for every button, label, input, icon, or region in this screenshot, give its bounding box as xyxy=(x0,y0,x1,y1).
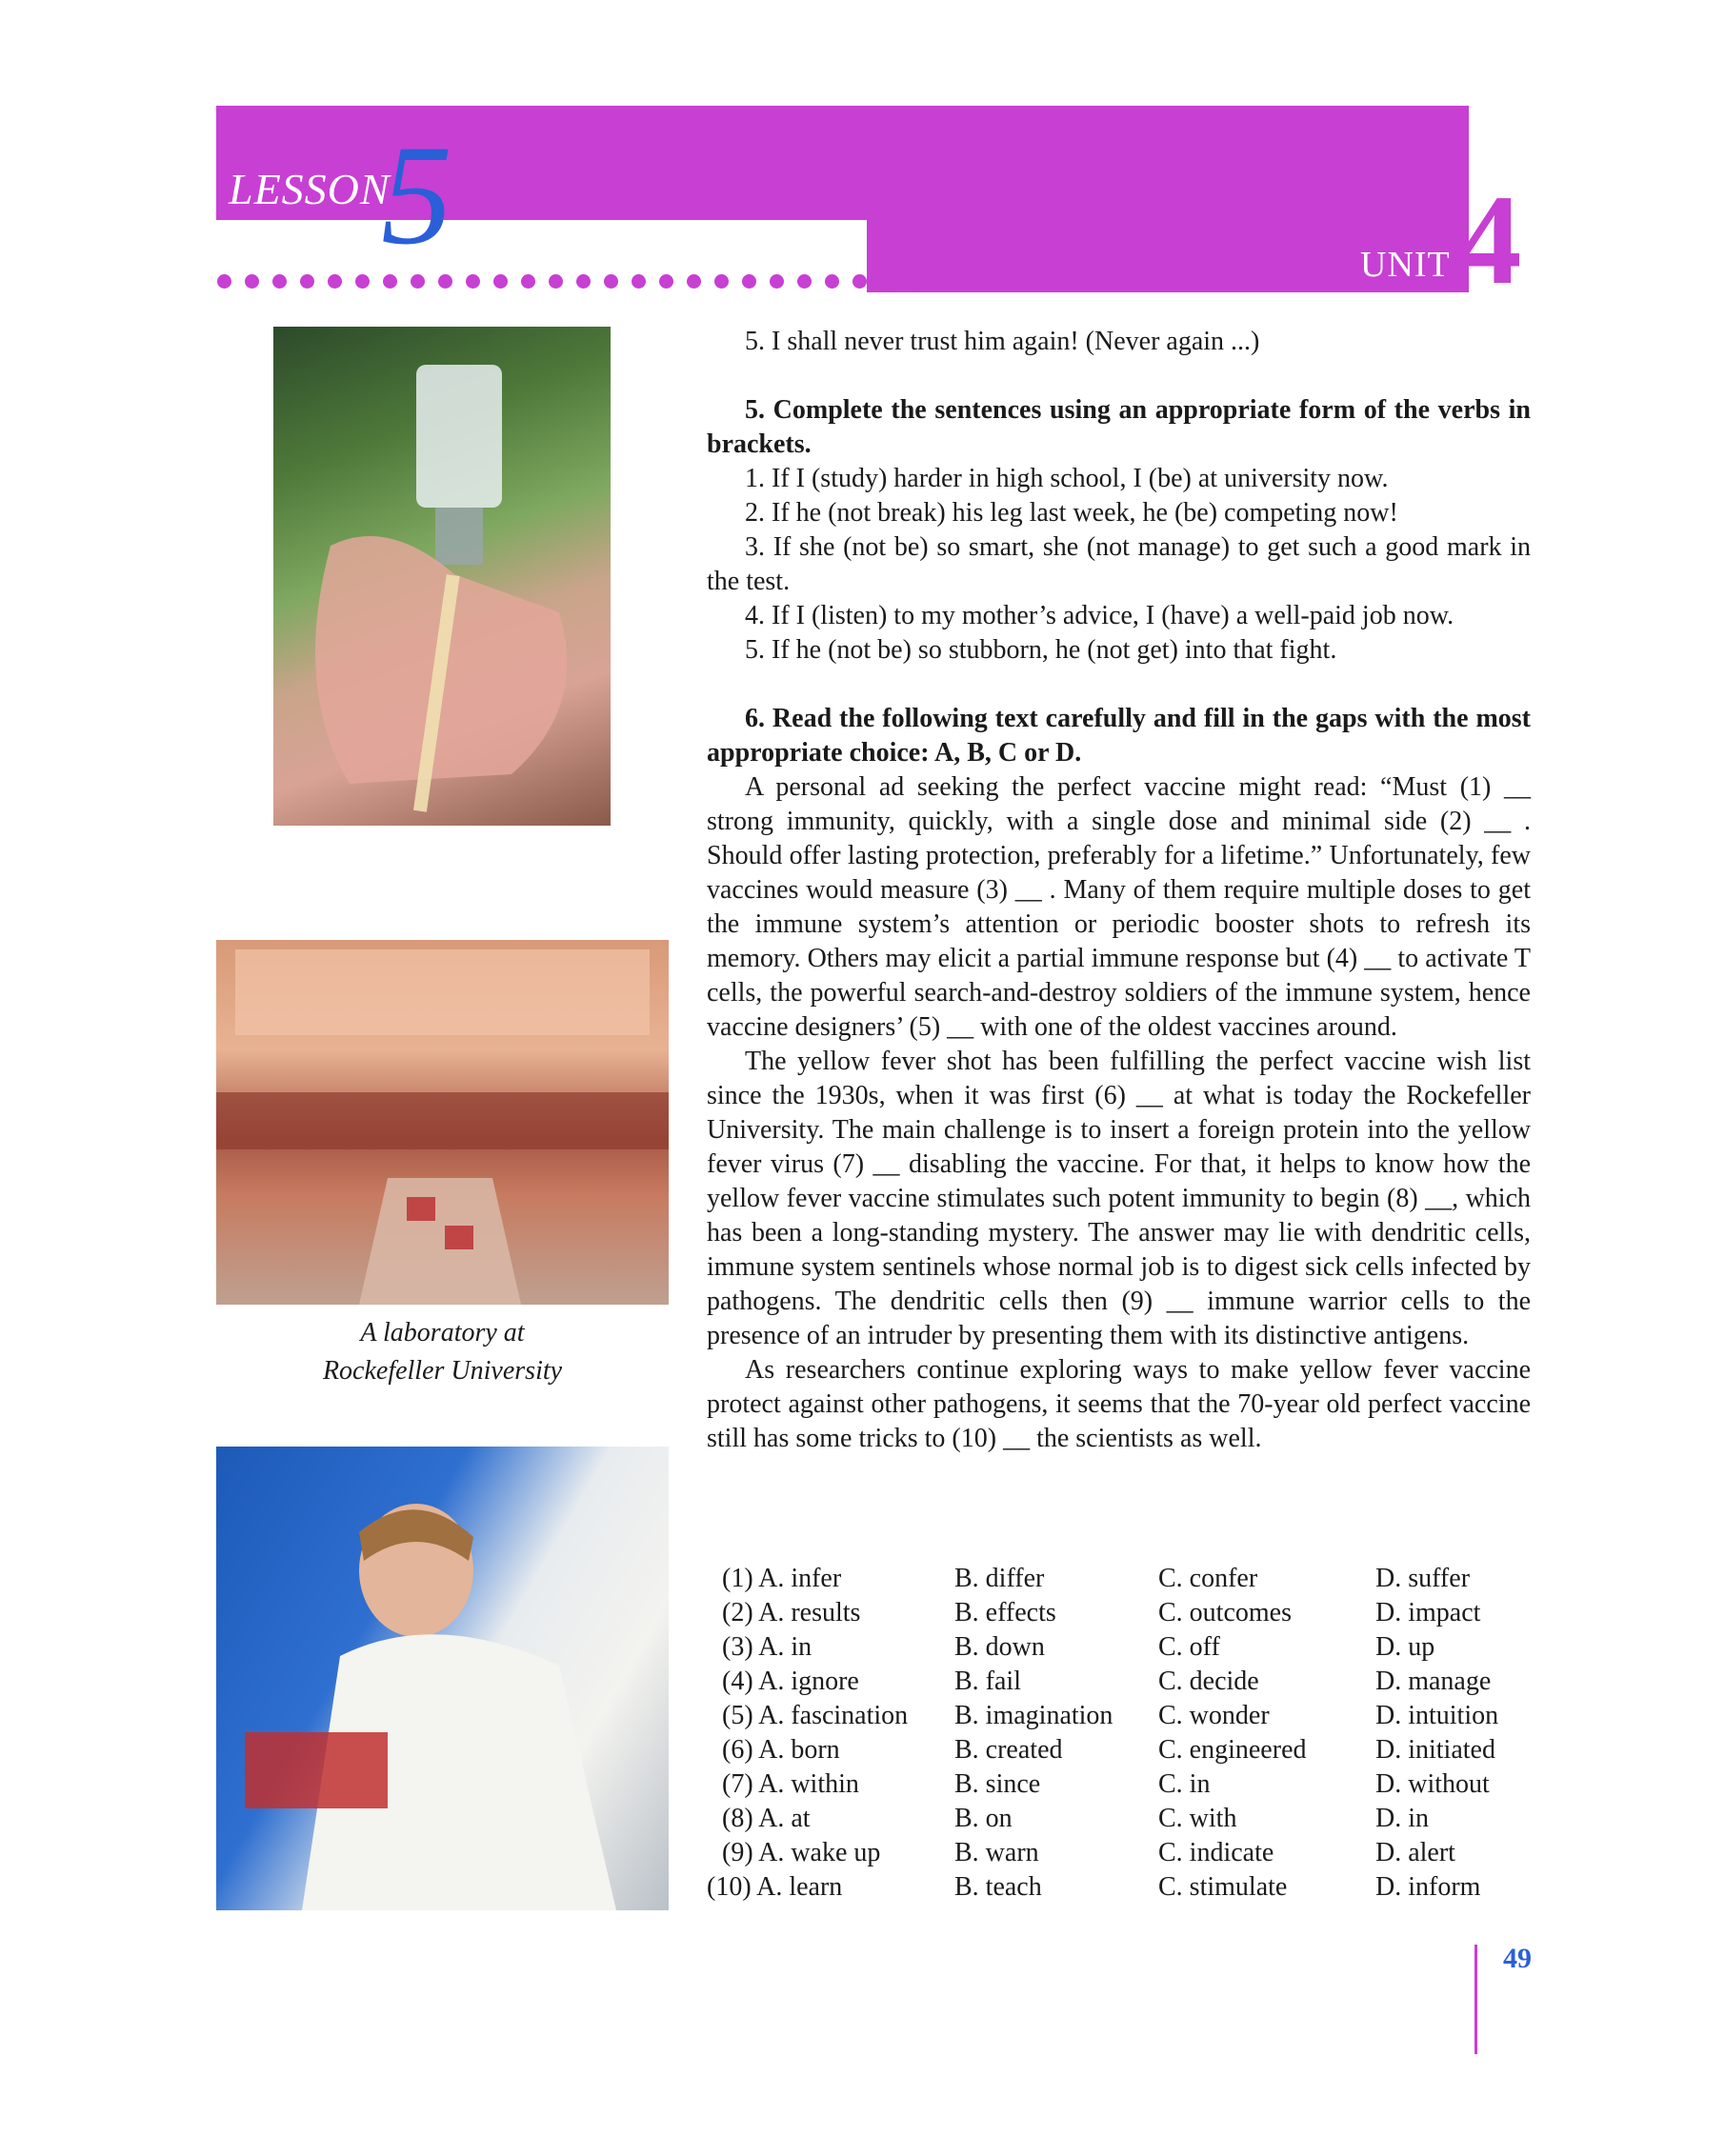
option-row xyxy=(707,1870,1528,1905)
option-c: C. outcomes xyxy=(1158,1598,1292,1627)
option-b: B. differ xyxy=(954,1564,1045,1593)
page-number: 49 xyxy=(1503,1943,1532,1974)
exercise4-last-item: 5. I shall never trust him again! (Never again ...) xyxy=(745,327,1260,356)
lesson-label: LESSON xyxy=(229,165,391,213)
option-row xyxy=(707,1836,1528,1870)
option-a: (10) A. learn xyxy=(707,1872,843,1902)
option-d: D. without xyxy=(1375,1769,1490,1799)
option-a: (2) A. results xyxy=(722,1598,861,1627)
answer-options xyxy=(707,1562,1528,1905)
passage-paragraph: A personal ad seeking the perfect vaccine might read: “Must (1) __ strong immunity, quickly, with a single dose and minimal side (2) __ . Should offer lasting protection, preferably for a lifetime.” Unfortunately, few vaccines would measure (3) __ . Many of them require multiple doses to get the immune system’s attention or periodic booster shots to refresh its memory. Others may elicit a partial immune response but (4) __ to activate T cells, the powerful search-and-destroy soldiers of the immune system, hence vaccine designers’ (5) __ with one of the oldest vaccines around. xyxy=(707,772,1531,1042)
option-b: B. warn xyxy=(954,1838,1039,1867)
list-item: 1. If I (study) harder in high school, I (be) at university now. xyxy=(745,464,1389,493)
option-d: D. in xyxy=(1375,1804,1429,1833)
passage-paragraph: As researchers continue exploring ways to make yellow fever vaccine protect against other pathogens, it seems that the 70-year old perfect vaccine still has some tricks to (10) __ the scientists as well. xyxy=(707,1355,1531,1453)
option-d: D. manage xyxy=(1375,1667,1492,1696)
option-a: (6) A. born xyxy=(722,1735,840,1765)
option-d: D. alert xyxy=(1375,1838,1455,1867)
option-b: B. down xyxy=(954,1632,1045,1662)
option-a: (1) A. infer xyxy=(722,1564,842,1593)
option-b: B. imagination xyxy=(954,1701,1113,1730)
laboratory-photo xyxy=(216,940,669,1305)
option-a: (3) A. in xyxy=(722,1632,812,1662)
option-c: C. engineered xyxy=(1158,1735,1307,1765)
lesson-number: 5 xyxy=(381,116,452,274)
researcher-photo xyxy=(216,1447,669,1910)
exercise-text xyxy=(707,325,1531,1456)
photo-caption xyxy=(216,1314,669,1390)
option-row xyxy=(707,1665,1528,1699)
option-d: D. suffer xyxy=(1375,1564,1471,1593)
option-a: (4) A. ignore xyxy=(722,1667,859,1696)
option-b: B. fail xyxy=(954,1667,1021,1696)
option-a: (8) A. at xyxy=(722,1804,811,1833)
exercise6-instruction: 6. Read the following text carefully and fill in the gaps with the most appropriate choice: A, B, C or D. xyxy=(707,704,1531,768)
option-row xyxy=(707,1767,1528,1802)
option-row xyxy=(707,1733,1528,1767)
option-c: C. indicate xyxy=(1158,1838,1274,1867)
unit-number: 4 xyxy=(1457,170,1522,311)
caption-line: A laboratory at xyxy=(360,1318,525,1348)
list-item: 3. If she (not be) so smart, she (not manage) to get such a good mark in the test. xyxy=(707,532,1531,596)
option-d: D. up xyxy=(1375,1632,1435,1662)
option-row xyxy=(707,1802,1528,1836)
option-b: B. teach xyxy=(954,1872,1042,1902)
option-c: C. decide xyxy=(1158,1667,1259,1696)
option-row xyxy=(707,1562,1528,1596)
option-c: C. wonder xyxy=(1158,1701,1270,1730)
option-d: D. impact xyxy=(1375,1598,1481,1627)
option-a: (7) A. within xyxy=(722,1769,859,1799)
option-b: B. effects xyxy=(954,1598,1056,1627)
option-d: D. intuition xyxy=(1375,1701,1499,1730)
option-row xyxy=(707,1630,1528,1665)
option-c: C. confer xyxy=(1158,1564,1258,1593)
option-c: C. off xyxy=(1158,1632,1220,1662)
unit-label: UNIT xyxy=(1360,245,1451,285)
passage-paragraph: The yellow fever shot has been fulfilling the perfect vaccine wish list since the 1930s, when it was first (6) __ at what is today the Rockefeller University. The main challenge is to insert a foreign protein into the yellow fever virus (7) __ disabling the vaccine. For that, it helps to know how the yellow fever vaccine stimulates such potent immunity to begin (8) __, which has been a long-standing mystery. The answer may lie with dendritic cells, immune system sentinels whose normal job is to digest sick cells infected by pathogens. The dendritic cells then (9) __ immune warrior cells to the presence of an intruder by presenting them with its distinctive antigens. xyxy=(707,1047,1531,1350)
option-c: C. in xyxy=(1158,1769,1211,1799)
caption-line: Rockefeller University xyxy=(322,1356,563,1386)
list-item: 2. If he (not break) his leg last week, he (be) competing now! xyxy=(745,498,1398,528)
option-b: B. on xyxy=(954,1804,1013,1833)
list-item: 4. If I (listen) to my mother’s advice, I (have) a well-paid job now. xyxy=(745,601,1454,630)
option-b: B. since xyxy=(954,1769,1041,1799)
exercise5-instruction: 5. Complete the sentences using an appropriate form of the verbs in brackets. xyxy=(707,395,1531,459)
page-number-rule xyxy=(1474,1945,1477,2054)
list-item: 5. If he (not be) so stubborn, he (not get) into that fight. xyxy=(745,635,1337,665)
dotted-divider xyxy=(217,274,922,289)
option-a: (5) A. fascination xyxy=(722,1701,909,1730)
option-c: C. with xyxy=(1158,1804,1237,1833)
option-row xyxy=(707,1699,1528,1733)
option-c: C. stimulate xyxy=(1158,1872,1288,1902)
option-b: B. created xyxy=(954,1735,1063,1765)
vaccine-syringe-photo xyxy=(273,327,611,826)
option-d: D. inform xyxy=(1375,1872,1481,1902)
option-a: (9) A. wake up xyxy=(722,1838,881,1867)
option-row xyxy=(707,1596,1528,1630)
option-d: D. initiated xyxy=(1375,1735,1495,1765)
